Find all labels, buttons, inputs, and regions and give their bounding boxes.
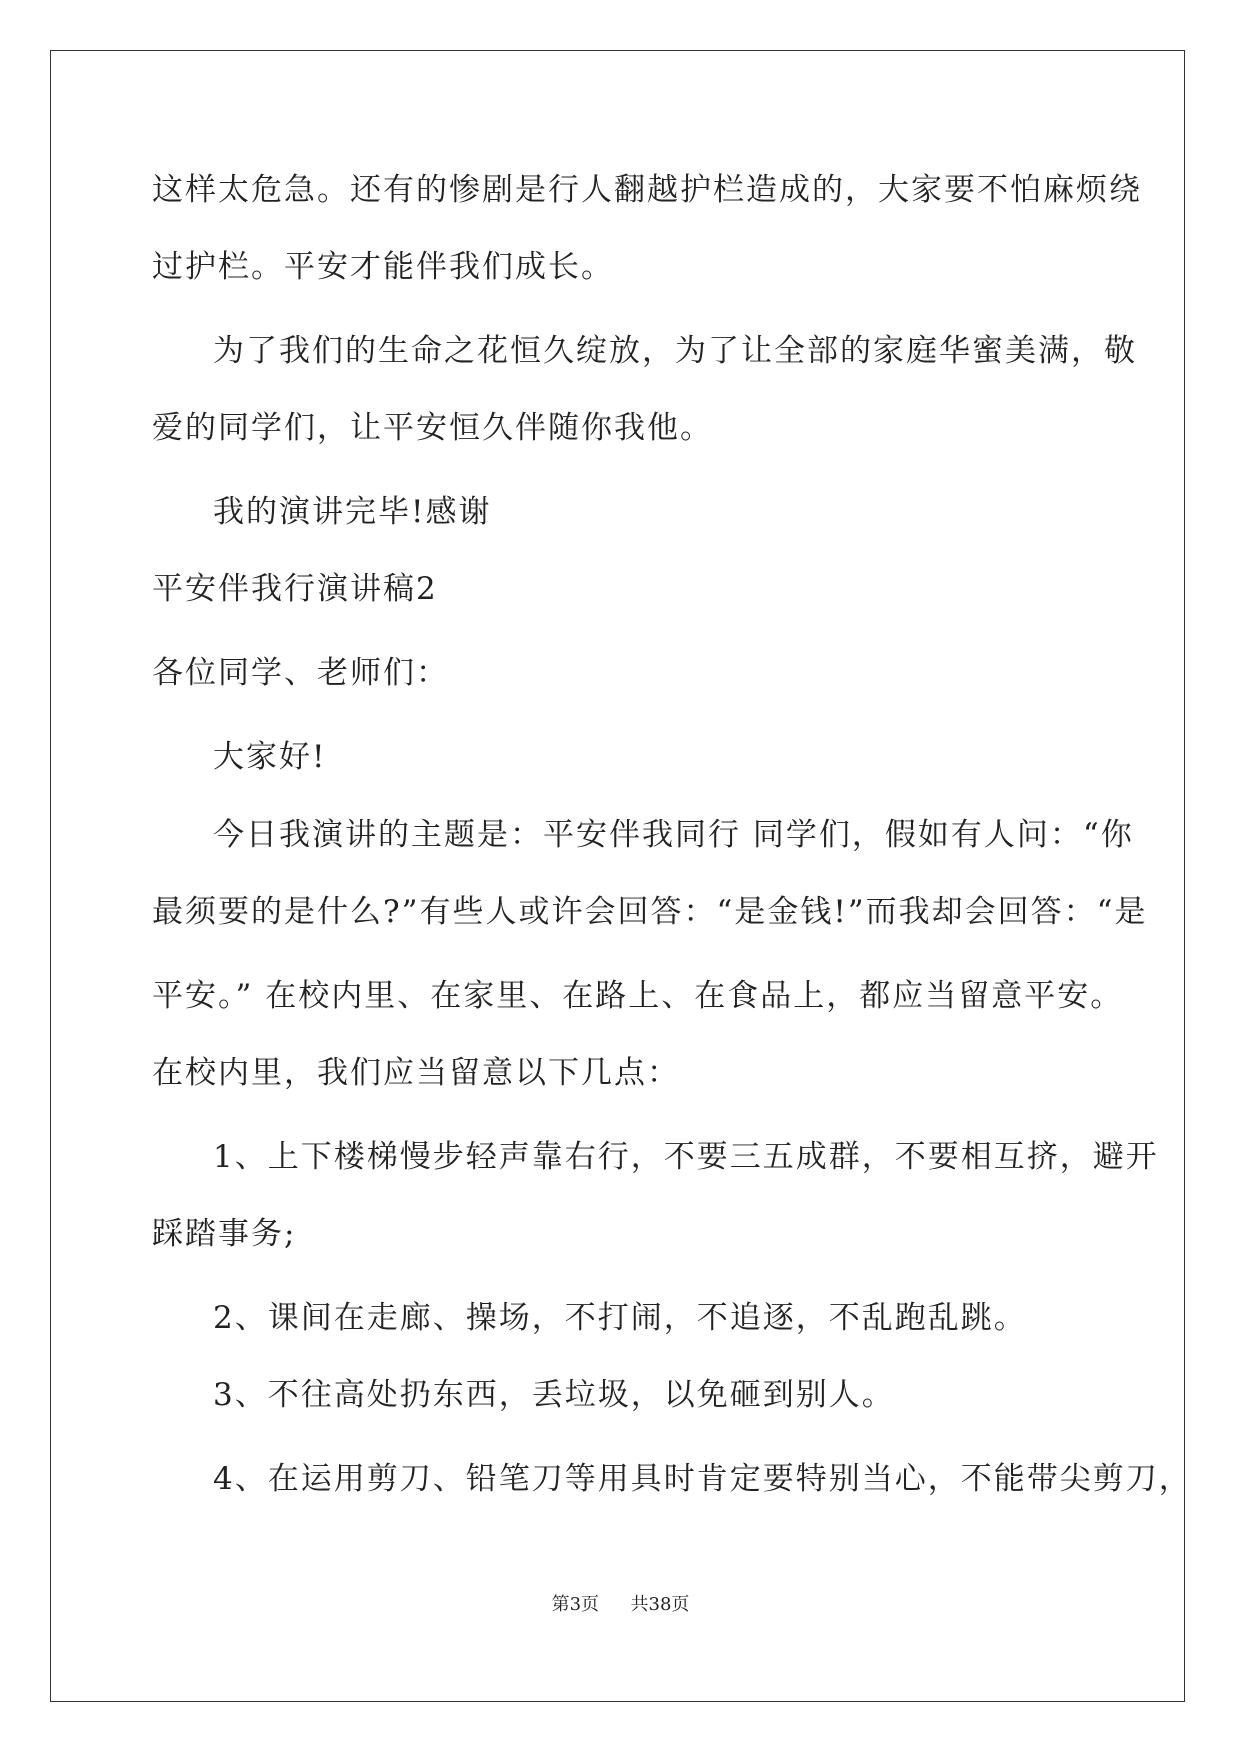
list-item: 3、不往高处扔东西，丢垃圾，以免砸到别人。 <box>213 1377 895 1413</box>
list-item: 2、课间在走廊、操场，不打闹，不追逐，不乱跑乱跳。 <box>213 1300 1027 1336</box>
greeting: 大家好! <box>213 739 327 775</box>
page-number: 第3页 <box>551 1594 600 1615</box>
text-line: 过护栏。平安才能伴我们成长。 <box>152 249 614 285</box>
text-line: 最须要的是什么?”有些人或许会回答：“是金钱!”而我却会回答：“是 <box>152 894 1148 930</box>
text-line: 在校内里，我们应当留意以下几点： <box>152 1055 680 1091</box>
text-line: 平安。” 在校内里、在家里、在路上、在食品上，都应当留意平安。 <box>152 978 1124 1014</box>
list-item: 4、在运用剪刀、铅笔刀等用具时肯定要特别当心，不能带尖剪刀， <box>213 1461 1192 1497</box>
text-line: 这样太危急。还有的惨剧是行人翻越护栏造成的，大家要不怕麻烦绕 <box>152 172 1142 208</box>
page-total: 共38页 <box>630 1594 690 1615</box>
section-heading: 平安伴我行演讲稿2 <box>152 571 438 607</box>
page-border <box>50 50 1185 1702</box>
paragraph-start: 今日我演讲的主题是：平安伴我同行 同学们，假如有人问：“你 <box>213 817 1134 853</box>
list-item: 1、上下楼梯慢步轻声靠右行，不要三五成群，不要相互挤，避开 <box>213 1139 1159 1175</box>
paragraph-start: 我的演讲完毕!感谢 <box>213 494 492 530</box>
paragraph-start: 为了我们的生命之花恒久绽放，为了让全部的家庭华蜜美满，敬 <box>213 333 1137 369</box>
text-line: 爱的同学们，让平安恒久伴随你我他。 <box>152 410 713 446</box>
page-footer <box>0 1593 1241 1617</box>
list-item-continuation: 踩踏事务; <box>152 1216 297 1252</box>
salutation: 各位同学、老师们： <box>152 655 449 691</box>
